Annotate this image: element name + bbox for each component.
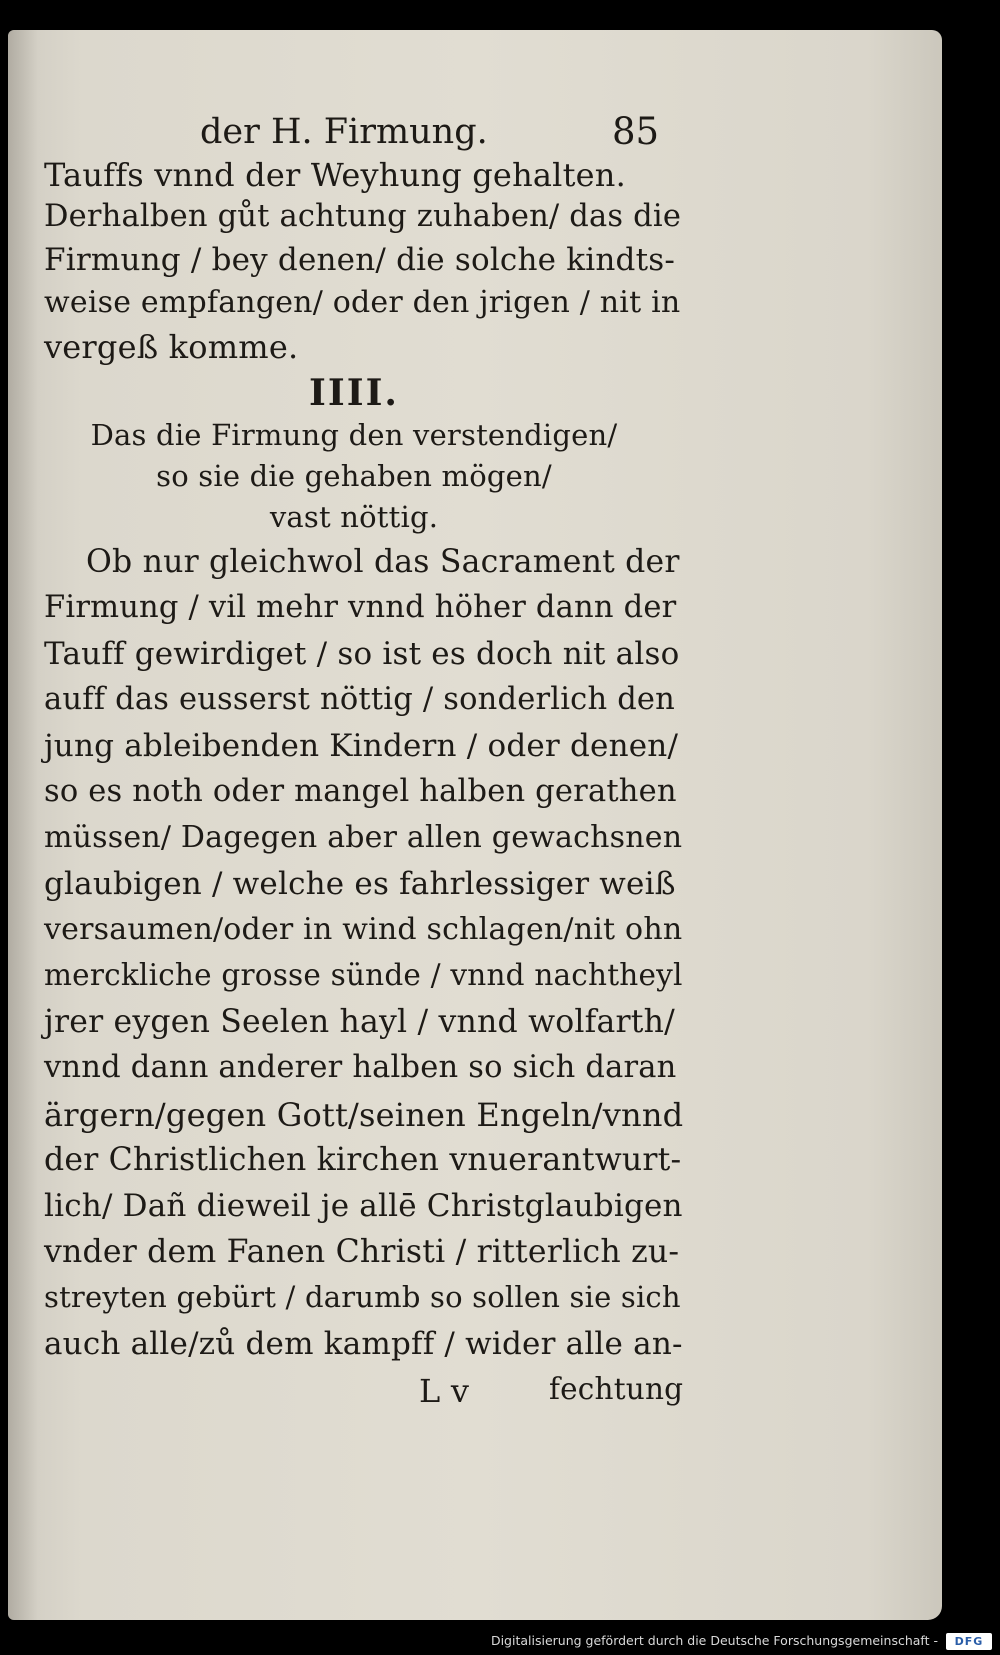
section-heading-line: Das die Firmung den verstendigen/ (90, 418, 618, 452)
text-line: Firmung / bey denen/ die solche kindts- (44, 242, 676, 278)
text-line: lich/ Dañ dieweil je allē Christglaubigen (44, 1188, 683, 1224)
section-heading-line: so sie die gehaben mögen/ (156, 459, 552, 493)
text-line: der Christlichen kirchen vnuerantwurt- (44, 1142, 682, 1178)
text-line: müssen/ Dagegen aber allen gewachsnen (44, 820, 683, 855)
text-line: jrer eygen Seelen hayl / vnnd wolfarth/ (44, 1004, 675, 1040)
text-line: versaumen/oder in wind schlagen/nit ohn (44, 912, 683, 947)
text-line: Firmung / vil mehr vnnd höher dann der (44, 590, 677, 625)
running-title: der H. Firmung. (200, 112, 488, 152)
text-line: Tauff gewirdiget / so ist es doch nit also (44, 636, 680, 672)
text-line: glaubigen / welche es fahrlessiger weiß (44, 866, 676, 902)
page-number: 85 (612, 110, 660, 153)
text-line: vergeß komme. (44, 328, 299, 366)
funding-credit: Digitalisierung gefördert durch die Deutsche Forschungsgemeinschaft - (490, 1633, 938, 1648)
text-line: so es noth oder mangel halben gerathen (44, 774, 677, 809)
section-heading-line: vast nöttig. (269, 500, 439, 534)
signature-mark: L v (419, 1372, 470, 1410)
text-line: vnder dem Fanen Christi / ritterlich zu- (44, 1234, 680, 1270)
section-number: IIII. (309, 372, 399, 414)
text-line: streyten gebürt / darumb so sollen sie sich (44, 1280, 681, 1314)
text-line: Tauffs vnnd der Weyhung gehalten. (44, 156, 626, 194)
text-line: auch alle/zů dem kampff / wider alle an- (44, 1326, 683, 1362)
catchword: fechtung (549, 1372, 684, 1406)
text-line: vnnd dann anderer halben so sich daran (44, 1050, 677, 1085)
text-line: merckliche grosse sünde / vnnd nachtheyl (44, 958, 683, 992)
text-line: jung ableibenden Kindern / oder denen/ (44, 728, 679, 764)
text-line: weise empfangen/ oder den jrigen / nit in (44, 285, 681, 320)
text-line: Ob nur gleichwol das Sacrament der (86, 544, 680, 580)
dfg-logo: DFG (946, 1633, 992, 1650)
text-line: auff das eusserst nöttig / sonderlich den (44, 682, 676, 717)
text-line: Derhalben gůt achtung zuhaben/ das die (44, 199, 682, 234)
text-line: ärgern/gegen Gott/seinen Engeln/vnnd (44, 1096, 684, 1134)
footer-bar (0, 1630, 1000, 1655)
